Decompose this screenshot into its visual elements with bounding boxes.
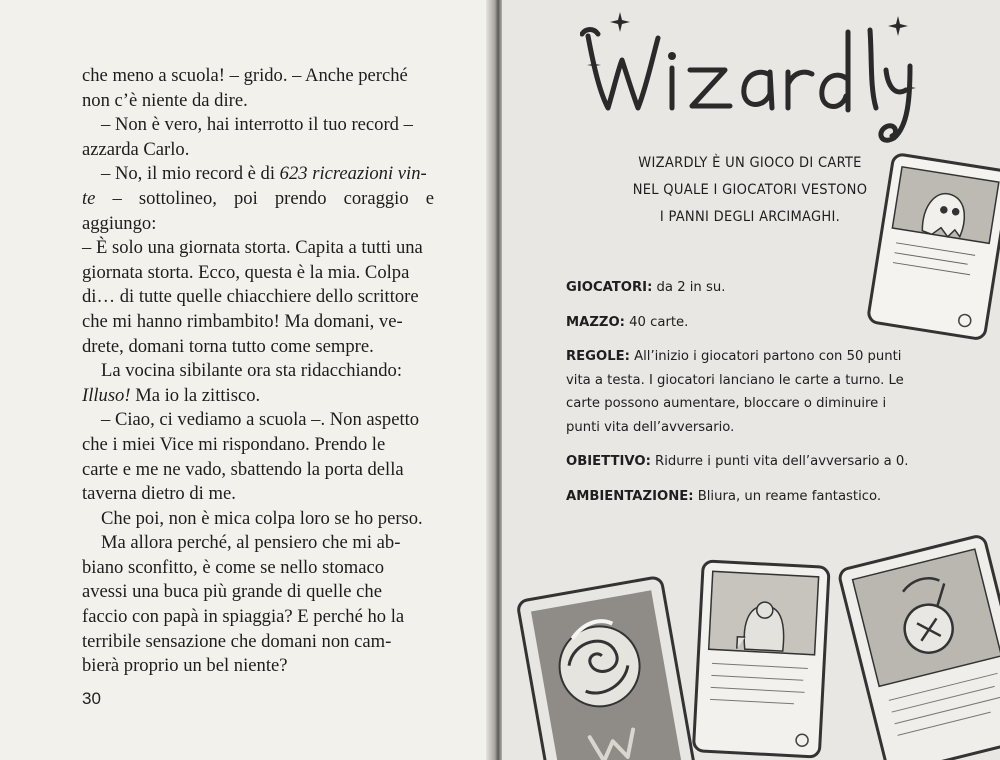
rule-item xyxy=(566,450,916,474)
game-intro xyxy=(600,150,900,231)
story-paragraph xyxy=(82,162,434,359)
story-line: azzarda Carlo. xyxy=(82,138,190,160)
story-line: bierà proprio un bel niente? xyxy=(82,655,288,677)
intro-line: I PANNI DEGLI ARCIMAGHI. xyxy=(659,209,841,225)
rule-text: Bliura, un reame fantastico. xyxy=(697,488,882,504)
rule-text: Ridurre i punti vita dell’avversario a 0. xyxy=(655,454,909,469)
rule-label: MAZZO: xyxy=(566,314,625,330)
ogre-card xyxy=(686,554,836,760)
intro-line: NEL QUALE I GIOCATORI VESTONO xyxy=(632,182,868,198)
rule-label: REGOLE: xyxy=(566,349,630,364)
rule-label: OBIETTIVO: xyxy=(566,454,651,469)
story-paragraph xyxy=(82,359,434,408)
story-line: biano sconfitto, è come se nello stomaco xyxy=(82,556,385,578)
story-line: carte e me ne vado, sbattendo la porta della xyxy=(82,458,404,480)
story-text xyxy=(82,64,434,679)
story-paragraph xyxy=(82,408,434,506)
story-line: avessi una buca più grande di quelle che xyxy=(82,581,382,603)
rule-text: All’inizio i giocatori partono con 50 punti vita a testa. I giocatori lanciano le carte a turno. Le carte possono aumentare, bloccare o diminuire i punti vita dell’avversario. xyxy=(566,349,904,435)
potion-card xyxy=(838,520,1000,760)
sparkle-icon xyxy=(587,12,916,94)
rule-text: 40 carte. xyxy=(629,314,689,330)
story-line: giornata storta. Ecco, questa è la mia. Colpa xyxy=(82,261,410,283)
story-paragraph xyxy=(82,531,434,679)
story-paragraph xyxy=(82,64,434,113)
story-line: non c’è niente da dire. xyxy=(82,89,248,111)
story-line: di… di tutte quelle chiacchiere dello scrittore xyxy=(82,286,419,308)
wizardly-logo xyxy=(580,8,940,158)
rule-label: GIOCATORI: xyxy=(566,280,653,295)
story-line: che i miei Vice mi rispondano. Prendo le xyxy=(82,433,386,455)
ghost-card xyxy=(858,148,1000,344)
left-page xyxy=(0,0,492,760)
story-line: faccio con papà in spiaggia? E perché ho la xyxy=(82,606,405,628)
story-line: – No, il mio record è di 623 ricreazioni vin- xyxy=(101,163,427,185)
intro-line: WIZARDLY È UN GIOCO DI CARTE xyxy=(638,155,862,171)
story-line: – È solo una giornata storta. Capita a tutti una xyxy=(82,237,423,259)
page-number: 30 xyxy=(82,689,101,708)
story-line: terribile sensazione che domani non cam- xyxy=(82,630,392,652)
story-line: che mi hanno rimbambito! Ma domani, ve- xyxy=(82,310,403,332)
story-line: Illuso! Ma io la zittisco. xyxy=(82,384,261,406)
rule-item xyxy=(566,345,916,439)
story-line: che meno a scuola! – grido. – Anche perché xyxy=(82,65,408,86)
story-line: – Ciao, ci vediamo a scuola –. Non aspetto xyxy=(101,409,420,431)
rule-text: da 2 in su. xyxy=(656,280,726,295)
story-paragraph xyxy=(82,113,434,162)
swirl-emblem-card xyxy=(510,560,696,760)
story-line: te – sottolineo, poi prendo coraggio e aggiungo: xyxy=(82,187,434,234)
rule-label: AMBIENTAZIONE: xyxy=(566,488,694,504)
story-line: – Non è vero, hai interrotto il tuo record – xyxy=(101,114,413,136)
story-line: drete, domani torna tutto come sempre. xyxy=(82,335,374,357)
story-line: Ma allora perché, al pensiero che mi ab- xyxy=(101,532,401,554)
story-line: taverna dietro di me. xyxy=(82,483,236,505)
story-paragraph xyxy=(82,507,434,532)
story-line: Che poi, non è mica colpa loro se ho perso. xyxy=(101,507,423,529)
story-line: La vocina sibilante ora sta ridacchiando: xyxy=(101,360,402,382)
rule-item xyxy=(566,485,916,509)
